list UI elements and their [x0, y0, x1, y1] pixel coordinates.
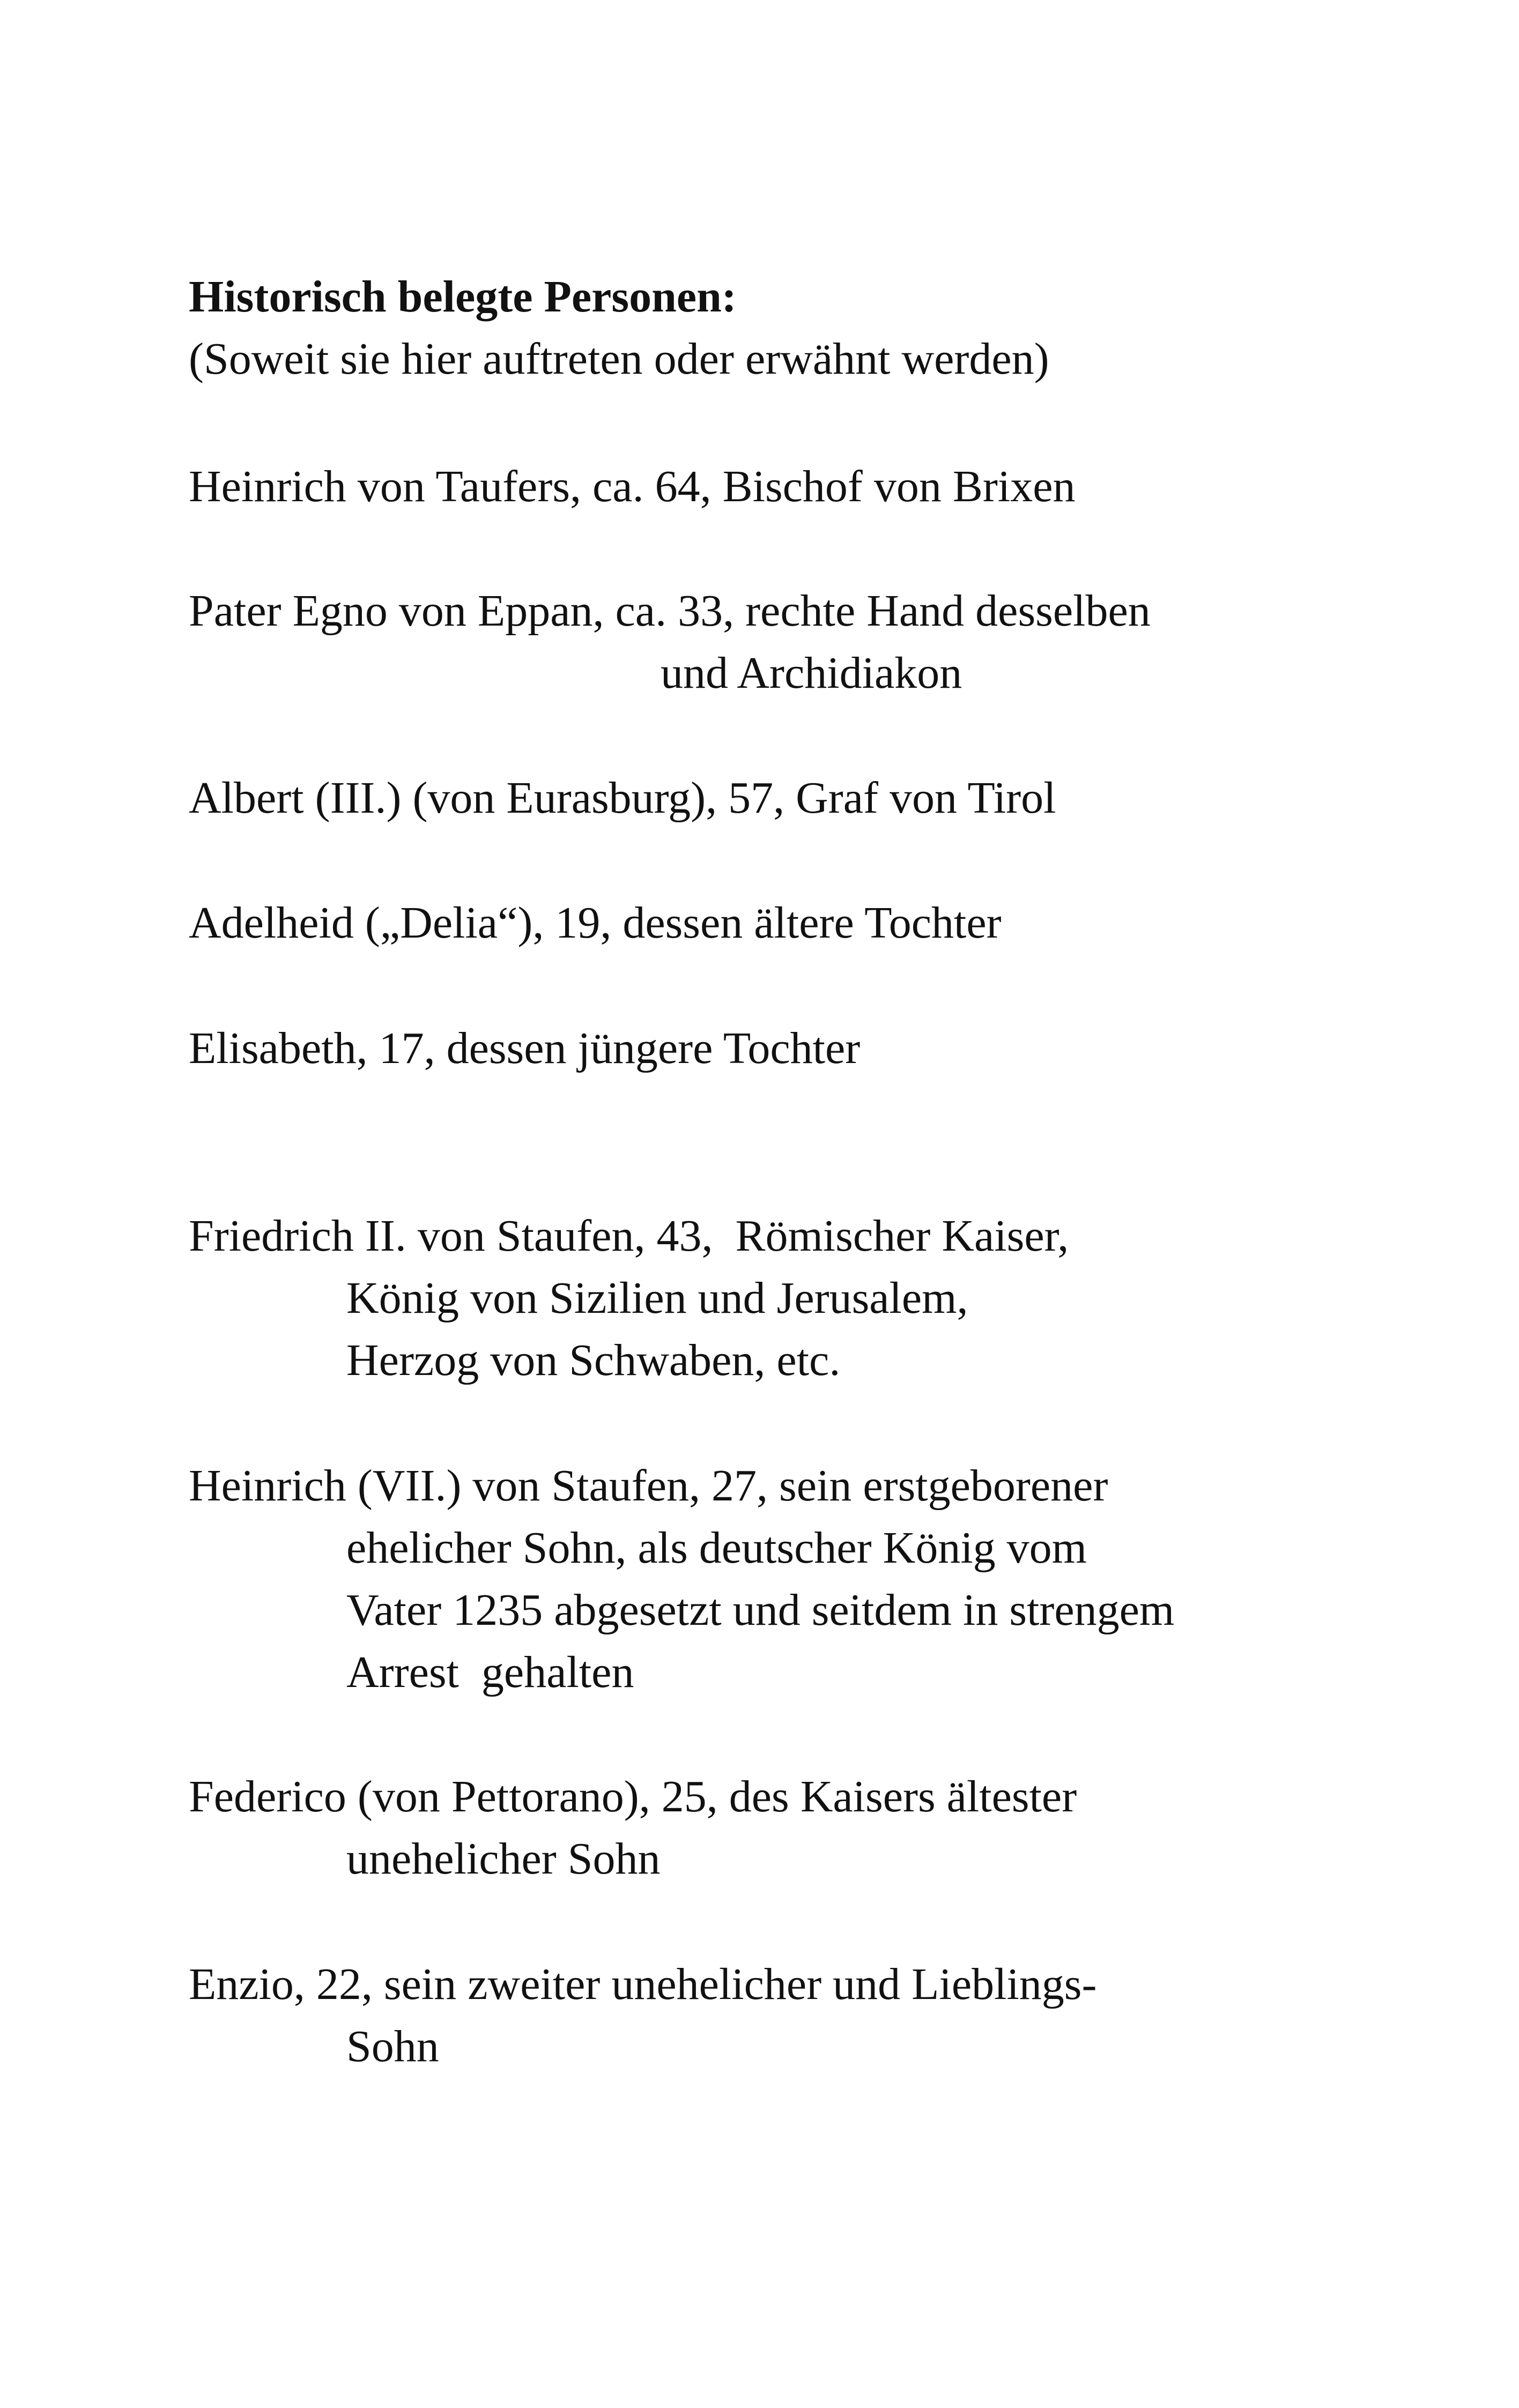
entry-line: Elisabeth, 17, dessen jüngere Tochter	[189, 1023, 861, 1073]
entry-line: Enzio, 22, sein zweiter unehelicher und Lieblings-	[189, 1959, 1097, 2009]
entry-continuation-line: Arrest gehalten	[346, 1647, 634, 1697]
entry-line: Albert (III.) (von Eurasburg), 57, Graf von Tirol	[189, 773, 1056, 823]
entry-continuation-line: ehelicher Sohn, als deutscher König vom	[346, 1523, 1087, 1573]
entry-line: Friedrich II. von Staufen, 43, Römischer Kaiser,	[189, 1211, 1069, 1261]
entry-line: Heinrich von Taufers, ca. 64, Bischof von Brixen	[189, 462, 1076, 511]
entry-continuation-line: unehelicher Sohn	[346, 1834, 661, 1884]
entry-line: Heinrich (VII.) von Staufen, 27, sein erstgeborener	[189, 1461, 1108, 1511]
entry-line: Adelheid („Delia“), 19, dessen ältere Tochter	[189, 898, 1002, 948]
entry-continuation-line: Herzog von Schwaben, etc.	[346, 1335, 841, 1385]
entry-line: Pater Egno von Eppan, ca. 33, rechte Hand desselben	[189, 586, 1151, 636]
page-subheading: (Soweit sie hier auftreten oder erwähnt werden)	[189, 334, 1049, 384]
entry-continuation-line: Sohn	[346, 2021, 439, 2071]
entry-continuation-line: und Archidiakon	[661, 648, 962, 698]
page-heading: Historisch belegte Personen:	[189, 272, 737, 322]
entry-continuation-line: Vater 1235 abgesetzt und seitdem in strengem	[346, 1585, 1175, 1635]
entry-line: Federico (von Pettorano), 25, des Kaisers ältester	[189, 1772, 1077, 1822]
entry-continuation-line: König von Sizilien und Jerusalem,	[346, 1273, 968, 1323]
